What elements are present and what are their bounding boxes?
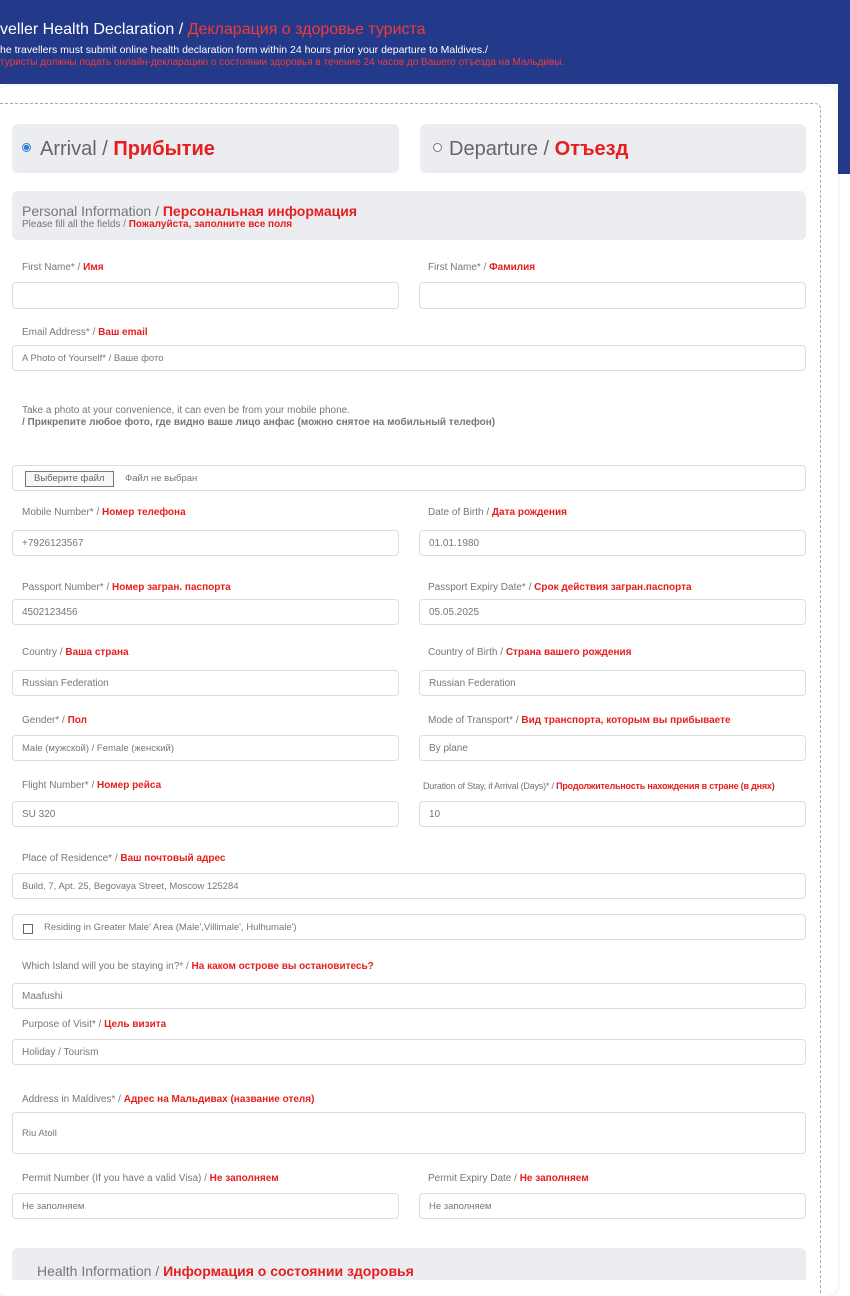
departure-radio[interactable] [433, 143, 442, 152]
transport-label-en: Mode of Transport* / [428, 715, 522, 726]
purpose-select[interactable]: Holiday / Tourism [12, 1039, 806, 1065]
personal-info-subtitle-ru: Пожалуйста, заполните все поля [128, 219, 293, 230]
first-name-input[interactable] [12, 282, 399, 309]
email-input[interactable]: A Photo of Yourself* / Ваше фото [12, 345, 806, 371]
passport-expiry-label [428, 582, 692, 593]
flight-label-en: Flight Number* / [22, 780, 98, 791]
page-header [0, 0, 850, 84]
passport-expiry-input[interactable]: 05.05.2025 [419, 599, 806, 625]
email-label-en: Email Address* / [22, 327, 99, 338]
departure-label [449, 138, 628, 161]
country-birth-label [428, 647, 631, 658]
last-name-label [428, 262, 535, 273]
permit-label-ru: Не заполняем [209, 1173, 279, 1184]
arrival-radio[interactable] [22, 143, 31, 152]
greater-male-label: Residing in Greater Male' Area (Male',Villimale', Hulhumale') [44, 922, 297, 933]
gender-select[interactable]: Male (мужской) / Female (женский) [12, 735, 399, 761]
country-label-en: Country / [22, 647, 66, 658]
island-label [22, 961, 374, 972]
flight-input[interactable]: SU 320 [12, 801, 399, 827]
personal-info-title [22, 203, 357, 219]
residence-label [22, 853, 226, 864]
purpose-label-ru: Цель визита [104, 1019, 167, 1030]
country-label-ru: Ваша страна [65, 647, 129, 658]
passport-expiry-label-en: Passport Expiry Date* / [428, 582, 535, 593]
country-birth-label-ru: Страна вашего рождения [505, 647, 632, 658]
photo-hint-en: Take a photo at your convenience, it can even be from your mobile phone. [22, 405, 350, 416]
flight-label [22, 780, 161, 791]
last-name-input[interactable] [419, 282, 806, 309]
dob-label [428, 507, 567, 518]
gender-label-en: Gender* / [22, 715, 68, 726]
residence-label-ru: Ваш почтовый адрес [120, 853, 226, 864]
page-title-en: veller Health Declaration / [0, 21, 188, 38]
permit-label [22, 1173, 279, 1184]
arrival-label-ru: Прибытие [113, 138, 215, 160]
passport-label [22, 582, 231, 593]
mobile-label-ru: Номер телефона [102, 507, 186, 518]
first-name-label-en: First Name* / [22, 262, 84, 273]
arrival-label-en: Arrival / [40, 138, 114, 160]
page-title [0, 21, 426, 39]
personal-info-subtitle [22, 219, 292, 230]
health-info-title-en: Health Information / [37, 1263, 164, 1279]
flight-label-ru: Номер рейса [97, 780, 162, 791]
departure-option[interactable] [420, 124, 806, 173]
duration-label [423, 781, 775, 791]
country-select[interactable]: Russian Federation [12, 670, 399, 696]
file-status-text: Файл не выбран [125, 473, 198, 484]
permit-expiry-input[interactable]: Не заполняем [419, 1193, 806, 1219]
island-label-ru: На каком острове вы остановитесь? [191, 961, 374, 972]
health-info-section-header [12, 1248, 806, 1280]
residence-label-en: Place of Residence* / [22, 853, 121, 864]
island-input[interactable]: Maafushi [12, 983, 806, 1009]
passport-label-en: Passport Number* / [22, 582, 113, 593]
photo-upload-field[interactable] [12, 465, 806, 491]
transport-label [428, 715, 731, 726]
residence-input[interactable]: Build. 7, Apt. 25, Begovaya Street, Moscow 125284 [12, 873, 806, 899]
personal-info-title-ru: Персональная информация [162, 203, 358, 219]
passport-label-ru: Номер загран. паспорта [112, 582, 231, 593]
photo-hint-ru: / Прикрепите любое фото, где видно ваше лицо анфас (можно снятое на мобильный телефон) [22, 417, 496, 428]
island-label-en: Which Island will you be staying in?* / [22, 961, 192, 972]
page-title-ru: Декларация о здоровье туриста [187, 21, 426, 38]
departure-label-en: Departure / [449, 138, 555, 160]
duration-label-en: Duration of Stay, if Arrival (Days)* / [423, 781, 557, 791]
permit-expiry-label-ru: Не заполняем [519, 1173, 589, 1184]
address-label-en: Address in Maldives* / [22, 1094, 124, 1105]
permit-label-en: Permit Number (If you have a valid Visa) / [22, 1173, 210, 1184]
last-name-label-en: First Name* / [428, 262, 490, 273]
first-name-label-ru: Имя [83, 262, 104, 273]
country-birth-label-en: Country of Birth / [428, 647, 506, 658]
transport-label-ru: Вид транспорта, которым вы прибываете [521, 715, 731, 726]
departure-label-ru: Отъезд [554, 138, 629, 160]
purpose-label-en: Purpose of Visit* / [22, 1019, 105, 1030]
gender-label [22, 715, 87, 726]
country-label [22, 647, 129, 658]
personal-info-section-header [12, 191, 806, 240]
passport-input[interactable]: 4502123456 [12, 599, 399, 625]
header-notice-ru: туристы должны подать онлайн-декларацию о состоянии здоровья в течение 24 часов до Вашего отъезда на Мальдивы. [0, 57, 565, 68]
arrival-label [40, 138, 215, 161]
header-edge-strip [838, 84, 850, 174]
duration-label-ru: Продолжительность нахождения в стране (в днях) [556, 781, 775, 791]
personal-info-title-en: Personal Information / [22, 203, 163, 219]
transport-select[interactable]: By plane [419, 735, 806, 761]
choose-file-button[interactable]: Выберите файл [25, 471, 114, 487]
greater-male-checkbox-row[interactable] [12, 914, 806, 940]
dob-label-en: Date of Birth / [428, 507, 492, 518]
dob-input[interactable]: 01.01.1980 [419, 530, 806, 556]
greater-male-checkbox[interactable] [23, 924, 33, 934]
purpose-label [22, 1019, 166, 1030]
mobile-input[interactable]: +7926123567 [12, 530, 399, 556]
address-label [22, 1094, 314, 1105]
address-textarea[interactable]: Riu Atoll [12, 1112, 806, 1154]
health-info-title-ru: Информация о состоянии здоровья [163, 1263, 414, 1279]
mobile-label [22, 507, 186, 518]
permit-expiry-label-en: Permit Expiry Date / [428, 1173, 520, 1184]
country-birth-select[interactable]: Russian Federation [419, 670, 806, 696]
arrival-option[interactable] [12, 124, 399, 173]
email-label [22, 327, 148, 338]
gender-label-ru: Пол [67, 715, 87, 726]
address-label-ru: Адрес на Мальдивах (название отеля) [123, 1094, 315, 1105]
permit-input[interactable]: Не заполняем [12, 1193, 399, 1219]
mobile-label-en: Mobile Number* / [22, 507, 103, 518]
health-info-title [37, 1263, 414, 1279]
passport-expiry-label-ru: Срок действия загран.паспорта [534, 582, 692, 593]
personal-info-subtitle-en: Please fill all the fields / [22, 219, 129, 230]
header-notice-en: he travellers must submit online health declaration form within 24 hours prior your departure to Maldives./ [0, 44, 488, 56]
email-label-ru: Ваш email [98, 327, 148, 338]
dob-label-ru: Дата рождения [491, 507, 567, 518]
last-name-label-ru: Фамилия [489, 262, 536, 273]
permit-expiry-label [428, 1173, 589, 1184]
first-name-label [22, 262, 104, 273]
duration-input[interactable]: 10 [419, 801, 806, 827]
